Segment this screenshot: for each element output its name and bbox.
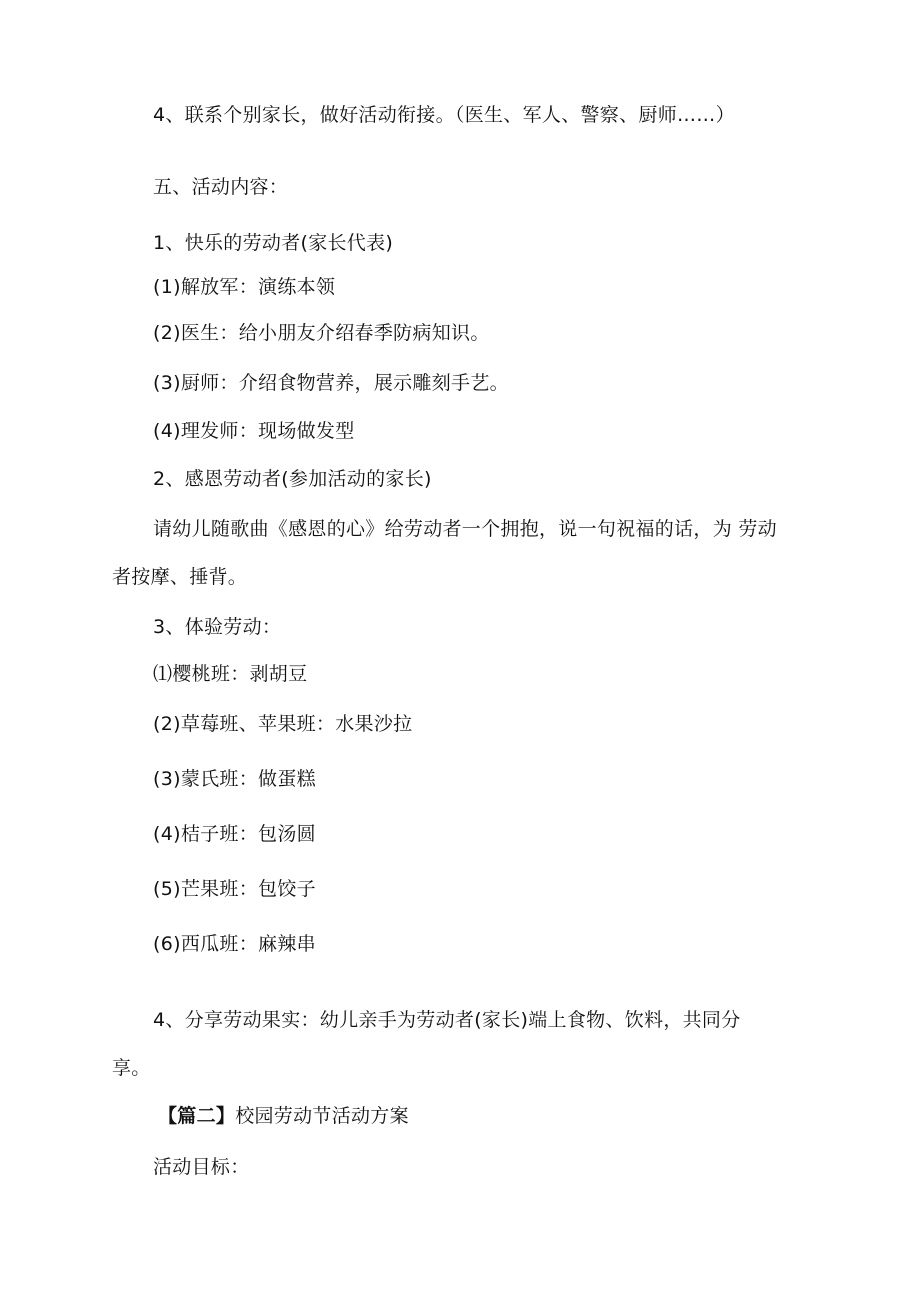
subitem-orange-class: (4)桔子班：包汤圆: [153, 823, 316, 845]
subitem-watermelon-class: (6)西瓜班：麻辣串: [153, 933, 316, 955]
paragraph-hug-workers: 请幼儿随歌曲《感恩的心》给劳动者一个拥抱，说一句祝福的话，为 劳动: [153, 518, 777, 540]
heading-activity-goals: 活动目标：: [153, 1156, 250, 1178]
subitem-barber: (4)理发师：现场做发型: [153, 420, 355, 442]
item-thank-workers: 2、感恩劳动者(参加活动的家长): [153, 468, 432, 490]
subitem-montessori-class: (3)蒙氏班：做蛋糕: [153, 768, 316, 790]
subitem-pla: (1)解放军：演练本领: [153, 276, 336, 298]
item-experience-labor: 3、体验劳动：: [153, 616, 282, 638]
subitem-strawberry-apple-class: (2)草莓班、苹果班：水果沙拉: [153, 713, 413, 735]
subitem-mango-class: (5)芒果班：包饺子: [153, 878, 316, 900]
section-heading: [158, 1104, 409, 1128]
paragraph-hug-workers-cont: 者按摩、捶背。: [112, 566, 248, 588]
paragraph-share-fruits-cont: 享。: [112, 1057, 151, 1079]
paragraph-contact-parents: 4、联系个别家长，做好活动衔接。（医生、军人、警察、厨师……）: [153, 104, 735, 126]
paragraph-share-fruits: 4、分享劳动果实：幼儿亲手为劳动者(家长)端上食物、饮料，共同分: [153, 1009, 741, 1031]
subitem-chef: (3)厨师：介绍食物营养，展示雕刻手艺。: [153, 372, 509, 394]
subitem-doctor: (2)医生：给小朋友介绍春季防病知识。: [153, 322, 490, 344]
subitem-cherry-class: ⑴樱桃班：剥胡豆: [153, 663, 308, 685]
section-heading-bracket: 【篇二】: [158, 1105, 236, 1127]
heading-activity-content: 五、活动内容：: [153, 176, 289, 198]
item-happy-workers: 1、快乐的劳动者(家长代表): [153, 232, 394, 254]
section-heading-title: 校园劳动节活动方案: [235, 1105, 409, 1127]
